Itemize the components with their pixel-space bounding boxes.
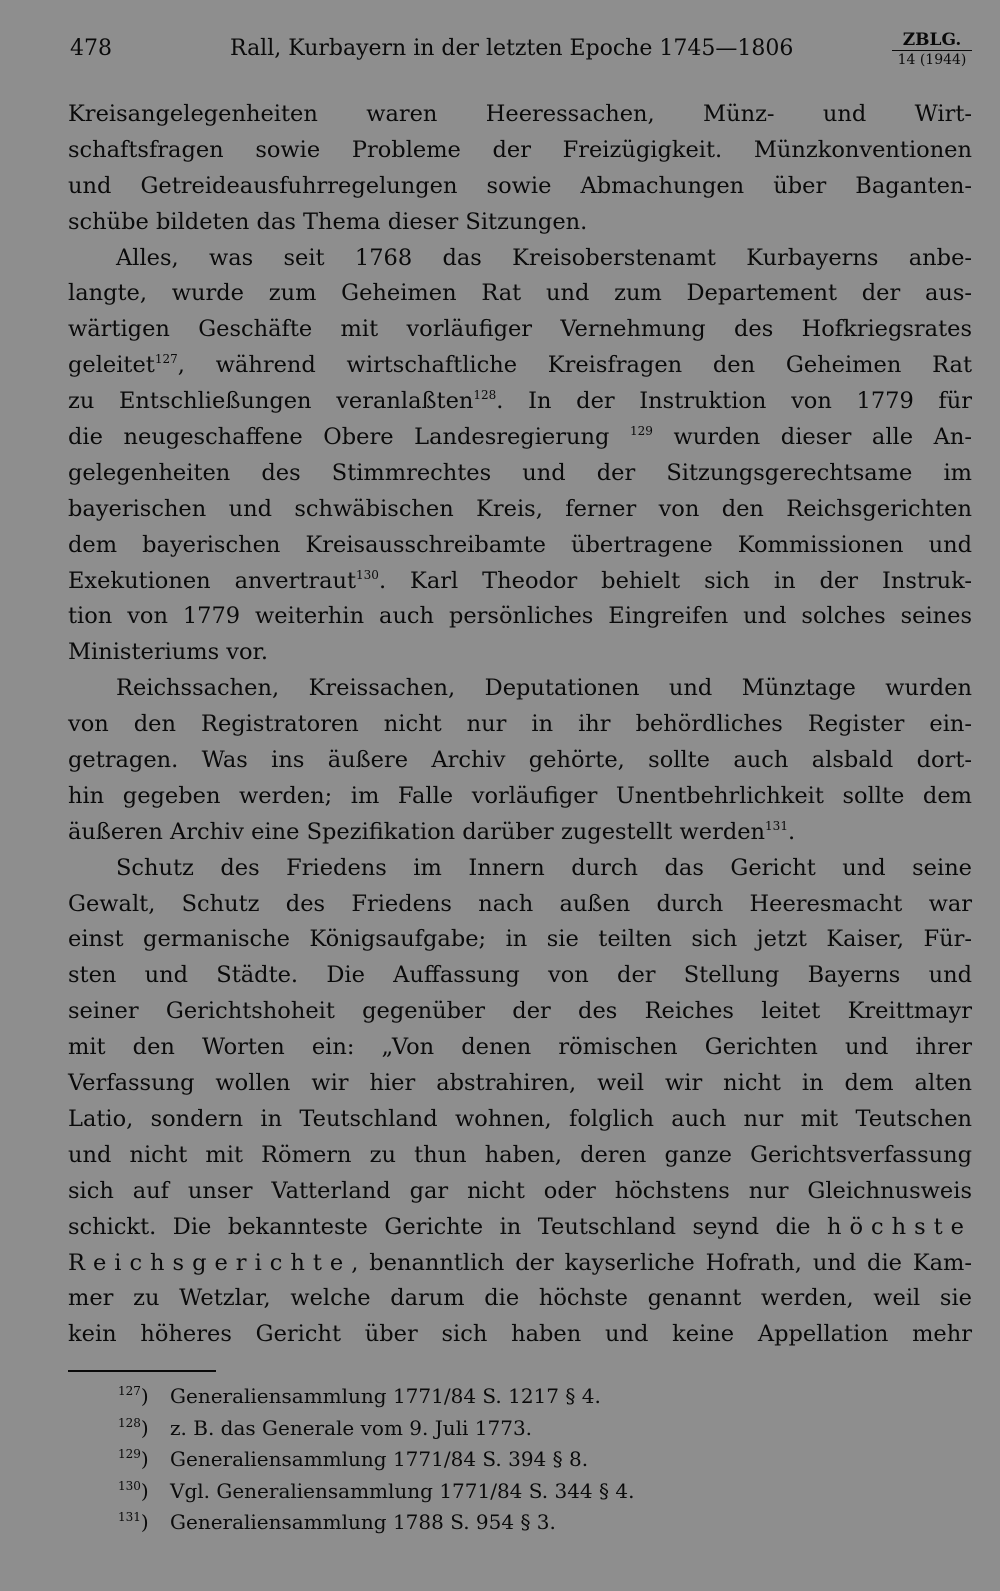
text-line: Verfassung wollen wir hier abstrahiren, weil wir nicht in dem alten <box>68 1070 972 1097</box>
text-line: Alles, was seit 1768 das Kreisoberstenamt Kurbayerns anbe- <box>116 244 972 271</box>
text-line: schaftsfragen sowie Probleme der Freizügigkeit. Münzkonventionen <box>68 136 972 163</box>
journal-volume: 14 (1944) <box>897 52 967 68</box>
footnote-number: $^{129}$) <box>118 1447 149 1471</box>
text-line: sten und Städte. Die Auffassung von der Stellung Bayerns und <box>68 962 972 989</box>
text-line: hin gegeben werden; im Falle vorläufiger Unentbehrlichkeit sollte dem <box>68 782 972 809</box>
text-line: Schutz des Friedens im Innern durch das Gericht und seine <box>116 854 972 881</box>
text-line: wärtigen Geschäfte mit vorläufiger Vernehmung des Hofkriegsrates <box>68 316 972 343</box>
footnote-number: $^{128}$) <box>118 1415 149 1440</box>
text-line: Ministeriums vor. <box>68 639 268 666</box>
text-line <box>68 564 972 600</box>
text-line: seiner Gerichtshoheit gegenüber der des Reiches leitet Kreittmayr <box>68 998 972 1025</box>
text-segment: äußeren Archiv eine Spezifikation darüber zugestellt werden <box>68 818 766 845</box>
text-line: und Getreideausfuhrregelungen sowie Abmachungen über Baganten- <box>68 172 972 199</box>
footnote-text: Generaliensammlung 1788 S. 954 § 3. <box>170 1510 556 1534</box>
text-line: bayerischen und schwäbischen Kreis, ferner von den Reichsgerichten <box>68 495 972 522</box>
footnote-text: Generaliensammlung 1771/84 S. 1217 § 4. <box>170 1384 601 1408</box>
text-line: getragen. Was ins äußere Archiv gehörte, sollte auch alsbald dort- <box>68 747 972 774</box>
text-line <box>68 384 972 420</box>
footnote <box>118 1476 968 1508</box>
text-line: mer zu Wetzlar, welche darum die höchste genannt werden, weil sie <box>68 1285 972 1312</box>
footnote-reference: 129 <box>629 424 653 439</box>
text-line: sich auf unser Vatterland gar nicht oder höchstens nur Gleichnusweis <box>68 1177 972 1204</box>
text-line <box>68 1210 972 1246</box>
footnote <box>118 1507 968 1539</box>
text-line: gelegenheiten des Stimmrechtes und der Sitzungsgerechtsame im <box>68 459 972 486</box>
text-line: Kreisangelegenheiten waren Heeressachen, Münz- und Wirt- <box>68 101 972 127</box>
text-segment: . <box>787 818 796 845</box>
footnote <box>118 1444 968 1476</box>
footnote-text: z. B. das Generale vom 9. Juli 1773. <box>170 1415 533 1440</box>
footnote-text: Generaliensammlung 1771/84 S. 394 § 8. <box>170 1447 589 1471</box>
text-line: und nicht mit Römern zu thun haben, deren ganze Gerichtsverfassung <box>68 1141 972 1168</box>
text-line: dem bayerischen Kreisausschreibamte übertragene Kommissionen und <box>68 531 972 558</box>
text-line: von den Registratoren nicht nur in ihr behördliches Register ein- <box>68 711 972 738</box>
main-text <box>68 97 972 1353</box>
text-line <box>68 420 972 456</box>
text-line: schübe bildeten das Thema dieser Sitzungen. <box>68 208 588 235</box>
text-line: Reichssachen, Kreissachen, Deputationen und Münztage wurden <box>116 675 972 702</box>
text-line: einst germanische Königsaufgabe; in sie teilten sich jetzt Kaiser, Für- <box>68 926 972 953</box>
text-segment: wurden dieser alle An- <box>652 424 972 451</box>
footnote <box>118 1413 968 1445</box>
emphasized-text: höchste <box>826 1213 972 1240</box>
page-header <box>0 30 1000 74</box>
footnote-reference: 131 <box>765 818 788 833</box>
text-segment: , während wirtschaftliche Kreisfragen den Geheimen Rat <box>177 352 972 379</box>
text-line: mit den Worten ein: „Von denen römischen Gerichten und ihrer <box>68 1034 972 1061</box>
text-segment: zu Entschließungen veranlaßten <box>68 388 474 415</box>
footnotes <box>118 1381 968 1539</box>
journal-reference <box>892 30 972 69</box>
footnote-reference: 128 <box>473 388 497 403</box>
footnote-number: $^{127}$) <box>118 1384 149 1408</box>
footnote-number: $^{130}$) <box>118 1478 149 1503</box>
footnote-number: $^{131}$) <box>118 1510 149 1534</box>
text-segment: geleitet <box>68 352 155 379</box>
text-line <box>68 815 972 851</box>
text-line: Latio, sondern in Teutschland wohnen, folglich auch nur mit Teutschen <box>68 1105 972 1132</box>
footnote <box>118 1381 968 1413</box>
footnote-text: Vgl. Generaliensammlung 1771/84 S. 344 § 4. <box>170 1478 635 1503</box>
text-segment: , benanntlich der kayserliche Hofrath, und die Kam- <box>351 1249 972 1276</box>
text-segment: die neugeschaffene Obere Landesregierung <box>68 424 630 451</box>
text-segment: . In der Instruktion von 1779 für <box>496 388 973 415</box>
journal-abbreviation: ZBLG. <box>892 30 972 51</box>
text-line: Gewalt, Schutz des Friedens nach außen durch Heeresmacht war <box>68 890 972 917</box>
text-segment: schickt. Die bekannteste Gerichte in Teutschland seynd die <box>68 1213 827 1240</box>
text-line: langte, wurde zum Geheimen Rat und zum Departement der aus- <box>68 280 972 307</box>
page-number: 478 <box>70 36 112 61</box>
text-line <box>68 1246 972 1282</box>
text-segment: . Karl Theodor behielt sich in der Instruk- <box>378 567 972 594</box>
footnote-reference: 127 <box>154 352 178 367</box>
footnote-separator <box>68 1370 216 1372</box>
text-line: tion von 1779 weiterhin auch persönliches Eingreifen und solches seines <box>68 603 972 630</box>
emphasized-text: Reichsgerichte <box>68 1249 352 1276</box>
text-line: kein höheres Gericht über sich haben und keine Appellation mehr <box>68 1321 972 1348</box>
footnote-reference: 130 <box>356 567 379 582</box>
text-line <box>68 348 972 384</box>
text-segment: Exekutionen anvertraut <box>68 567 357 594</box>
running-title: Rall, Kurbayern in der letzten Epoche 1745—1806 <box>230 36 794 61</box>
